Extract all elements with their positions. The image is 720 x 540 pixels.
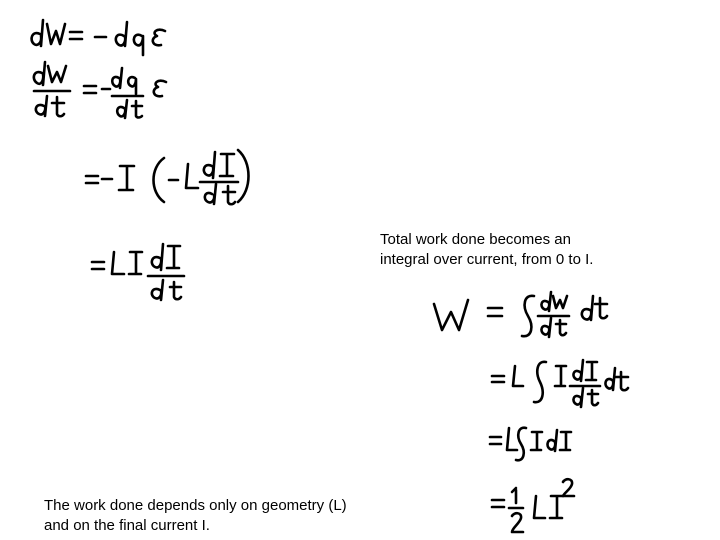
eq-W-line2	[492, 360, 628, 407]
eq-W-integral	[434, 292, 607, 337]
eq-line4	[92, 244, 184, 300]
eq-W-line3	[490, 428, 571, 461]
note-total-work: Total work done becomes an integral over current, from 0 to I.	[380, 231, 594, 268]
eq-dWdt-line2	[34, 62, 166, 118]
note-geometry-dependence: The work done depends only on geometry (L) and on the final current I.	[44, 497, 347, 534]
eq-W-line4	[492, 479, 574, 532]
eq-line3	[86, 150, 249, 204]
eq-dW-line1	[32, 20, 165, 55]
